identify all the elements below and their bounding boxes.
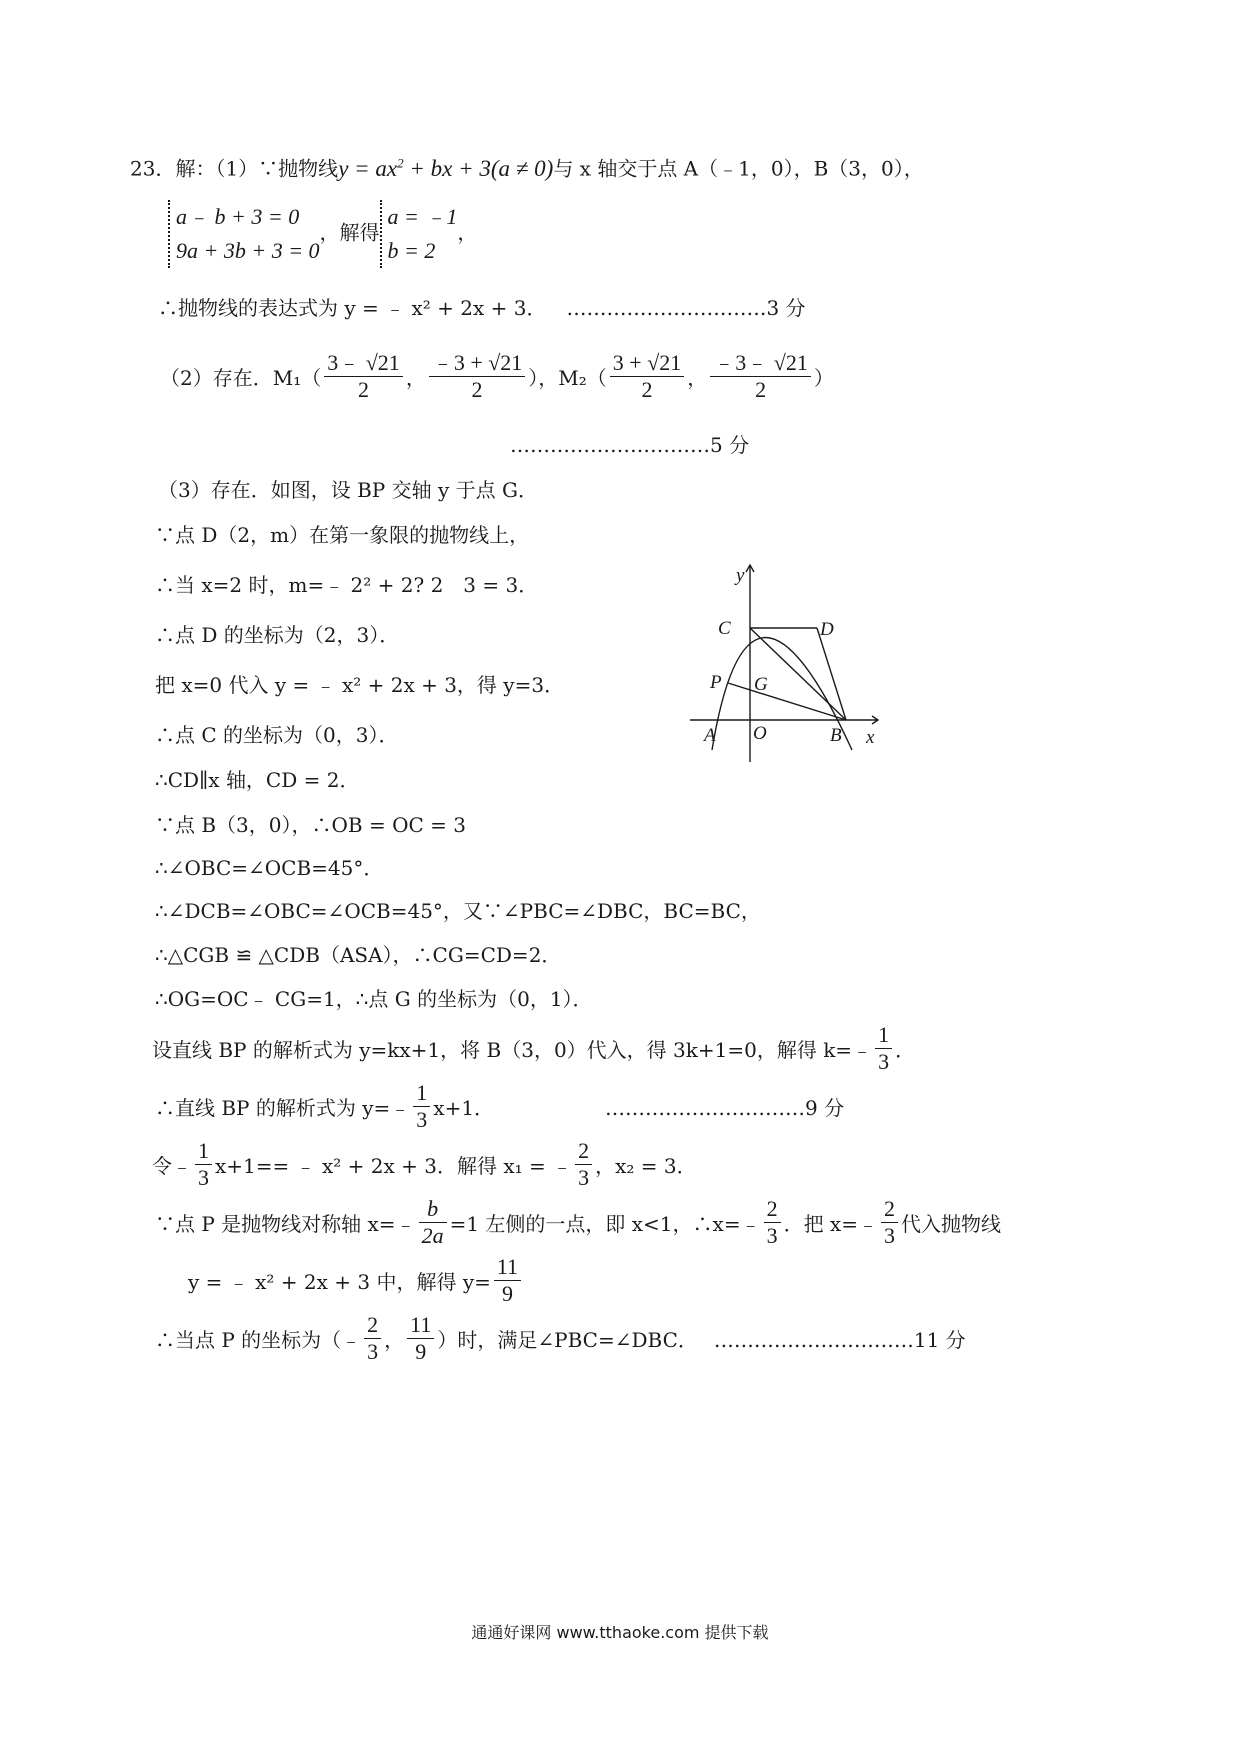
step-13: [152, 1022, 915, 1075]
f2-den: 3: [575, 1164, 592, 1191]
sep: ，: [687, 366, 708, 390]
q23-condition: 与 x 轴交于点 A（﹣1，0），B（3，0），: [553, 156, 924, 181]
label-p: P: [710, 672, 722, 693]
slope-den: 3: [413, 1106, 430, 1133]
step-16: [155, 1196, 1001, 1249]
step-13-end: ．: [895, 1038, 916, 1062]
step-12: ∴OG=OC﹣ CG=1，∴点 G 的坐标为（0，1）．: [155, 987, 593, 1011]
step-18-score: …………………………11 分: [713, 1328, 966, 1352]
q23-line1: [130, 150, 924, 182]
step-18-b: ）时，满足∠PBC=∠DBC．: [437, 1328, 698, 1352]
p2-line: [160, 350, 834, 403]
m1-x: [324, 350, 403, 403]
label-o: O: [753, 723, 767, 744]
p-x-num: 2: [367, 1312, 379, 1337]
p1-result-text: ∴抛物线的表达式为 y = ﹣ x² + 2x + 3．: [158, 296, 547, 320]
step-15-f1: [195, 1138, 212, 1191]
f1-den: 3: [195, 1164, 212, 1191]
slope-num: 1: [416, 1080, 428, 1105]
step-14: [155, 1080, 494, 1133]
sys2-row1: a = ﹣1: [387, 204, 458, 229]
label-c: C: [718, 618, 731, 639]
axis-num: b: [427, 1196, 439, 1221]
step-18: [155, 1312, 966, 1365]
parabola-eq: $y = ax^2$ + bx + 3(a ≠ 0): [338, 155, 554, 181]
p-x-frac: [364, 1312, 381, 1365]
step-16-f2-den: 3: [764, 1222, 781, 1249]
step-15-f2: [575, 1138, 592, 1191]
step-1: （3）存在．如图，设 BP 交轴 y 于点 G．: [158, 478, 538, 502]
step-15: [152, 1138, 697, 1191]
step-17: [188, 1254, 524, 1307]
m1-y-den: 2: [429, 376, 525, 403]
k-den: 3: [875, 1048, 892, 1075]
sys1-row1: a﹣ b + 3 = 0: [176, 204, 300, 229]
y-frac: [494, 1254, 521, 1307]
step-8: ∵点 B（3，0），∴OB = OC = 3: [155, 813, 466, 837]
step-3: ∴当 x=2 时，m=﹣ 2² + 2? 2 3 = 3．: [155, 573, 539, 597]
step-2: ∵点 D（2，m）在第一象限的抛物线上，: [155, 523, 530, 547]
solve-word: ，解得: [319, 220, 380, 245]
p1-result: [158, 295, 806, 321]
m1-x-den: 2: [324, 376, 403, 403]
step-11: ∴△CGB ≌ △CDB（ASA），∴CG=CD=2．: [155, 943, 562, 967]
p1-score: …………………………3 分: [566, 296, 806, 320]
axis-den: 2a: [419, 1222, 447, 1249]
step-13-text: 设直线 BP 的解析式为 y=kx+1，将 B（3，0）代入，得 3k+1=0，解得 k=﹣: [152, 1038, 873, 1062]
m2-y: [710, 350, 811, 403]
p2-score: …………………………5 分: [510, 433, 750, 457]
step-16-f3: [881, 1196, 898, 1249]
p-y-den: 9: [407, 1338, 434, 1365]
sys2-row2: b = 2: [387, 238, 436, 263]
step-10: ∴∠DCB=∠OBC=∠OCB=45°，又∵∠PBC=∠DBC，BC=BC，: [155, 899, 761, 923]
m1-x-num: 3﹣ √21: [327, 350, 400, 375]
step-15-c: ，x₂ = 3．: [595, 1154, 697, 1178]
label-d: D: [820, 619, 834, 640]
sep: ，: [405, 366, 426, 390]
equation-system-1: [168, 200, 320, 268]
step-9: ∴∠OBC=∠OCB=45°．: [155, 856, 384, 880]
equation-system-2: [380, 200, 458, 268]
step-16-d: 代入抛物线: [900, 1212, 1001, 1236]
k-frac: [875, 1022, 892, 1075]
q23-intro: 23．解：（1）∵抛物线: [130, 156, 339, 181]
p2-label: （2）存在．M₁（: [160, 366, 322, 390]
f1-num: 1: [198, 1138, 209, 1163]
step-14-text: ∴直线 BP 的解析式为 y=﹣: [155, 1096, 411, 1120]
step-16-a: ∵点 P 是抛物线对称轴 x=﹣: [155, 1212, 416, 1236]
label-a: A: [704, 725, 716, 746]
step-5: 把 x=0 代入 y = ﹣ x² + 2x + 3，得 y=3．: [155, 673, 565, 697]
step-18-a: ∴当点 P 的坐标为（﹣: [155, 1328, 362, 1352]
k-num: 1: [878, 1022, 890, 1047]
m2-x-den: 2: [610, 376, 684, 403]
step-16-f2-num: 2: [766, 1196, 778, 1221]
p-y-num: 11: [410, 1312, 432, 1337]
y-num: 11: [496, 1254, 519, 1279]
label-x: x: [866, 727, 875, 748]
label-g: G: [754, 674, 768, 695]
m2-x-num: 3 + √21: [612, 350, 682, 375]
m2-y-den: 2: [710, 376, 811, 403]
m1-y-num: ﹣3 + √21: [431, 350, 523, 375]
step-17-a: y = ﹣ x² + 2x + 3 中，解得 y=: [188, 1270, 491, 1294]
label-b: B: [830, 725, 842, 746]
m2-x: [610, 350, 684, 403]
y-den: 9: [494, 1280, 521, 1307]
label-y: y: [736, 565, 745, 586]
parabola-figure: [680, 555, 890, 770]
step-4: ∴点 D 的坐标为（2，3）．: [155, 623, 400, 647]
slope-frac: [413, 1080, 430, 1133]
step-6: ∴点 C 的坐标为（0，3）．: [155, 723, 399, 747]
system-line: [168, 200, 477, 268]
step-15-a: 令﹣: [152, 1154, 192, 1178]
step-16-f3-den: 3: [881, 1222, 898, 1249]
p-x-den: 3: [364, 1338, 381, 1365]
footer-source: 通通好课网 www.tthaoke.com 提供下载: [471, 1623, 769, 1642]
m1-y: [429, 350, 525, 403]
step-15-b: x+1== ﹣ x² + 2x + 3．解得 x₁ = ﹣: [215, 1154, 573, 1178]
step-16-b: =1 左侧的一点，即 x<1，∴x=﹣: [449, 1212, 761, 1236]
step-18-sep: ，: [384, 1328, 405, 1352]
step-14-end: x+1．: [433, 1096, 495, 1120]
step-16-f3-num: 2: [883, 1196, 895, 1221]
p-y-frac: [407, 1312, 434, 1365]
comma: ，: [457, 220, 478, 245]
step-14-score: …………………………9 分: [605, 1096, 845, 1120]
p2-end: ）: [813, 366, 834, 390]
sys1-row2: 9a + 3b + 3 = 0: [176, 238, 320, 263]
f2-num: 2: [578, 1138, 590, 1163]
m2-y-num: ﹣3﹣ √21: [713, 350, 808, 375]
step-16-f2: [764, 1196, 781, 1249]
p2-mid: ），M₂（: [528, 366, 607, 390]
axis-frac: [419, 1196, 447, 1249]
step-7: ∴CD∥x 轴，CD = 2．: [155, 768, 360, 792]
step-16-c: ．把 x=﹣: [783, 1212, 878, 1236]
